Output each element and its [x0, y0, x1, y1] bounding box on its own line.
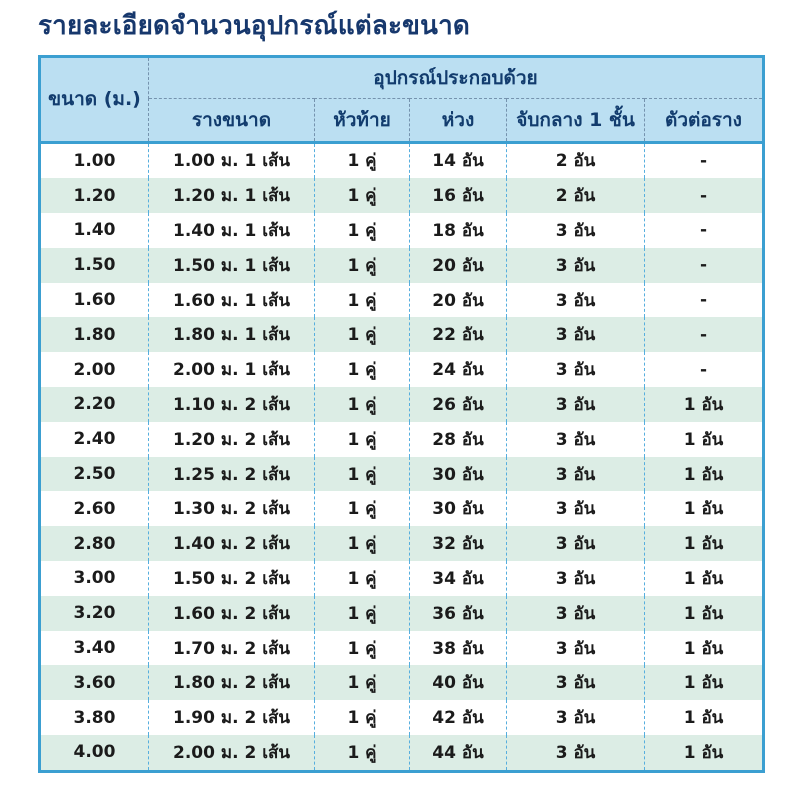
cell-value: -: [645, 248, 764, 283]
table-row: [40, 457, 764, 492]
cell-value: 2 อัน: [507, 142, 645, 178]
cell-value: -: [645, 213, 764, 248]
cell-value: -: [645, 178, 764, 213]
cell-value: 3 อัน: [507, 213, 645, 248]
table-row: [40, 561, 764, 596]
table-row: [40, 665, 764, 700]
cell-value: 1.50 ม. 1 เส้น: [149, 248, 315, 283]
cell-value: 1 อัน: [645, 631, 764, 666]
cell-size: 1.40: [73, 220, 116, 241]
cell-value: 1 คู่: [315, 142, 410, 178]
cell-value: 1 อัน: [645, 457, 764, 492]
cell-value: 1.40 ม. 2 เส้น: [149, 526, 315, 561]
cell-value: 1.80 ม. 1 เส้น: [149, 317, 315, 352]
cell-value: 1 คู่: [315, 317, 410, 352]
header-row-sub: [40, 98, 764, 142]
cell-value: 26 อัน: [410, 387, 507, 422]
cell-value: 3 อัน: [507, 387, 645, 422]
cell-value: 1.90 ม. 2 เส้น: [149, 700, 315, 735]
cell-size: 2.60: [73, 498, 116, 519]
cell-value: -: [645, 317, 764, 352]
cell-value: 20 อัน: [410, 248, 507, 283]
cell-size: 2.00: [73, 359, 116, 380]
cell-value: 3 อัน: [507, 248, 645, 283]
table-header: [40, 56, 764, 142]
cell-value: 1 คู่: [315, 352, 410, 387]
header-cell-equipment-group: อุปกรณ์ประกอบด้วย: [149, 56, 764, 98]
cell-value: 32 อัน: [410, 526, 507, 561]
table-row: [40, 178, 764, 213]
cell-value: 3 อัน: [507, 317, 645, 352]
cell-value: 3 อัน: [507, 631, 645, 666]
table-row: [40, 700, 764, 735]
cell-value: 1 อัน: [645, 526, 764, 561]
header-cell-middle-grip: จับกลาง 1 ชั้น: [507, 98, 645, 142]
cell-value: -: [645, 142, 764, 178]
cell-value: 30 อัน: [410, 491, 507, 526]
cell-size: 2.50: [73, 464, 116, 485]
cell-value: 44 อัน: [410, 735, 507, 771]
cell-value: 2.00 ม. 1 เส้น: [149, 352, 315, 387]
page-title: รายละเอียดจำนวนอุปกรณ์แต่ละขนาด: [38, 11, 471, 41]
cell-value: 1 อัน: [645, 422, 764, 457]
cell-value: 1.20 ม. 2 เส้น: [149, 422, 315, 457]
table-row: [40, 387, 764, 422]
cell-value: 22 อัน: [410, 317, 507, 352]
header-cell-rail-size: รางขนาด: [149, 98, 315, 142]
cell-size: 4.00: [73, 742, 116, 763]
cell-value: 1.10 ม. 2 เส้น: [149, 387, 315, 422]
table-row: [40, 526, 764, 561]
cell-value: 3 อัน: [507, 526, 645, 561]
table-row: [40, 213, 764, 248]
cell-value: 1 คู่: [315, 526, 410, 561]
cell-value: 1 คู่: [315, 213, 410, 248]
cell-value: 1.40 ม. 1 เส้น: [149, 213, 315, 248]
cell-size: 1.60: [73, 290, 116, 311]
cell-value: 1 คู่: [315, 631, 410, 666]
cell-value: 2.00 ม. 2 เส้น: [149, 735, 315, 771]
cell-size: 3.00: [73, 568, 116, 589]
header-row-group: [40, 56, 764, 98]
cell-value: 42 อัน: [410, 700, 507, 735]
equipment-size-table: [38, 55, 765, 773]
table-row: [40, 142, 764, 178]
cell-value: 1 คู่: [315, 178, 410, 213]
cell-value: 3 อัน: [507, 596, 645, 631]
cell-value: 1 อัน: [645, 665, 764, 700]
cell-value: 1 คู่: [315, 735, 410, 771]
cell-value: 34 อัน: [410, 561, 507, 596]
cell-value: 1.00 ม. 1 เส้น: [149, 142, 315, 178]
table-row: [40, 317, 764, 352]
cell-value: 30 อัน: [410, 457, 507, 492]
cell-value: 1 คู่: [315, 561, 410, 596]
cell-value: 1 คู่: [315, 422, 410, 457]
cell-value: 18 อัน: [410, 213, 507, 248]
cell-value: 3 อัน: [507, 561, 645, 596]
cell-value: 38 อัน: [410, 631, 507, 666]
header-cell-rings: ห่วง: [410, 98, 507, 142]
header-cell-rail-connector: ตัวต่อราง: [645, 98, 764, 142]
cell-value: 1 อัน: [645, 387, 764, 422]
table-row: [40, 735, 764, 771]
cell-value: 3 อัน: [507, 665, 645, 700]
cell-value: 3 อัน: [507, 422, 645, 457]
cell-value: 24 อัน: [410, 352, 507, 387]
cell-value: 1 คู่: [315, 457, 410, 492]
cell-size: 2.40: [73, 429, 116, 450]
cell-value: 1.25 ม. 2 เส้น: [149, 457, 315, 492]
cell-value: 3 อัน: [507, 735, 645, 771]
table-row: [40, 248, 764, 283]
cell-size: 3.40: [73, 638, 116, 659]
cell-value: 1.70 ม. 2 เส้น: [149, 631, 315, 666]
cell-value: 1 คู่: [315, 283, 410, 318]
cell-value: 1.30 ม. 2 เส้น: [149, 491, 315, 526]
cell-value: 1.60 ม. 2 เส้น: [149, 596, 315, 631]
cell-size: 3.60: [73, 672, 116, 693]
header-cell-end-caps: หัวท้าย: [315, 98, 410, 142]
table-row: [40, 596, 764, 631]
cell-value: 1 อัน: [645, 700, 764, 735]
table-body: [40, 142, 764, 771]
cell-size: 1.00: [73, 150, 116, 171]
cell-value: 1 อัน: [645, 561, 764, 596]
cell-value: 1 คู่: [315, 387, 410, 422]
cell-value: 1.20 ม. 1 เส้น: [149, 178, 315, 213]
table-row: [40, 631, 764, 666]
cell-value: -: [645, 352, 764, 387]
cell-value: 3 อัน: [507, 352, 645, 387]
cell-value: 14 อัน: [410, 142, 507, 178]
cell-value: 40 อัน: [410, 665, 507, 700]
cell-value: 2 อัน: [507, 178, 645, 213]
cell-value: 1 คู่: [315, 248, 410, 283]
cell-value: 3 อัน: [507, 283, 645, 318]
cell-size: 3.80: [73, 707, 116, 728]
table-row: [40, 422, 764, 457]
cell-value: 20 อัน: [410, 283, 507, 318]
cell-value: 3 อัน: [507, 491, 645, 526]
cell-size: 3.20: [73, 603, 116, 624]
cell-value: 1 คู่: [315, 491, 410, 526]
cell-size: 1.80: [73, 324, 116, 345]
cell-size: 2.80: [73, 533, 116, 554]
cell-size: 2.20: [73, 394, 116, 415]
cell-value: -: [645, 283, 764, 318]
cell-size: 1.50: [73, 255, 116, 276]
cell-value: 1 อัน: [645, 491, 764, 526]
table-row: [40, 491, 764, 526]
cell-value: 3 อัน: [507, 457, 645, 492]
cell-value: 1.50 ม. 2 เส้น: [149, 561, 315, 596]
table-row: [40, 352, 764, 387]
cell-value: 1 คู่: [315, 596, 410, 631]
cell-value: 1.80 ม. 2 เส้น: [149, 665, 315, 700]
cell-value: 3 อัน: [507, 700, 645, 735]
cell-value: 1 คู่: [315, 700, 410, 735]
cell-size: 1.20: [73, 185, 116, 206]
cell-value: 36 อัน: [410, 596, 507, 631]
cell-value: 16 อัน: [410, 178, 507, 213]
cell-value: 1 อัน: [645, 596, 764, 631]
cell-value: 1.60 ม. 1 เส้น: [149, 283, 315, 318]
cell-value: 1 อัน: [645, 735, 764, 771]
table-row: [40, 283, 764, 318]
cell-value: 1 คู่: [315, 665, 410, 700]
header-cell-size: ขนาด (ม.): [40, 56, 149, 142]
cell-value: 28 อัน: [410, 422, 507, 457]
